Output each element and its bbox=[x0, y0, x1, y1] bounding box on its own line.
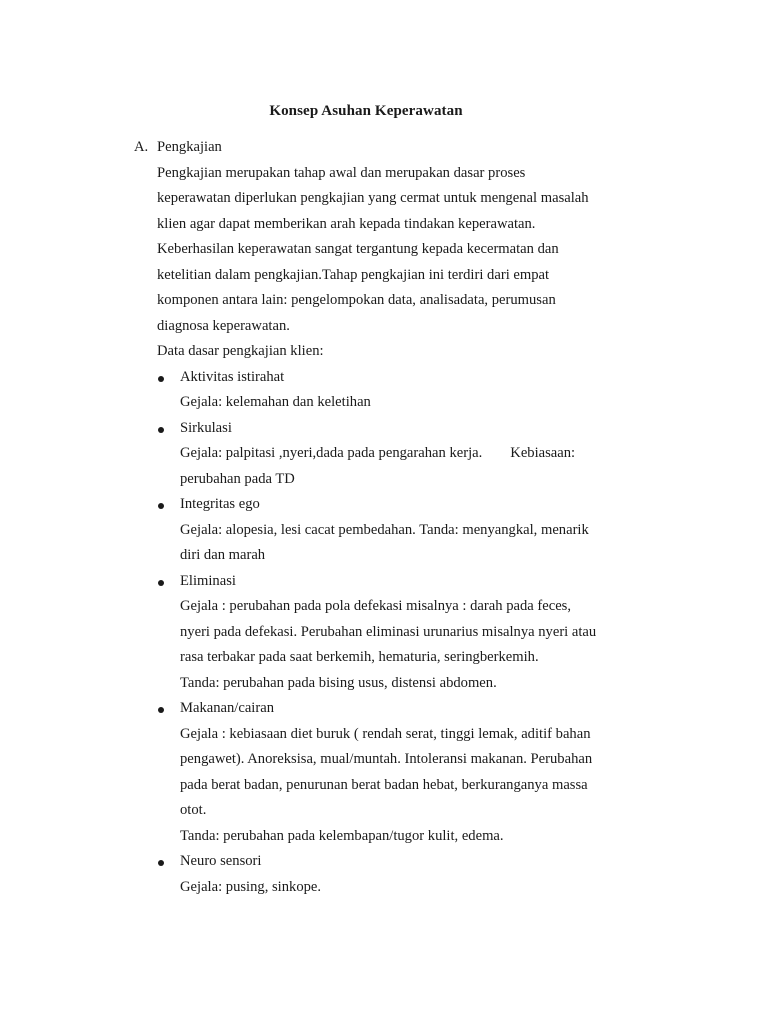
paragraph-line: ketelitian dalam pengkajian.Tahap pengkajian ini terdiri dari empat bbox=[157, 266, 550, 283]
item-line: Gejala : perubahan pada pola defekasi misalnya : darah pada feces, bbox=[180, 598, 572, 614]
data-intro: Data dasar pengkajian klien: bbox=[157, 343, 324, 359]
item-line: pada berat badan, penurunan berat badan hebat, berkuranganya massa bbox=[180, 776, 588, 793]
item-line: Gejala : kebiasaan diet buruk ( rendah serat, tinggi lemak, aditif bahan bbox=[180, 725, 591, 742]
item-label: Neuro sensori bbox=[180, 853, 262, 869]
paragraph-line: keperawatan diperlukan pengkajian yang cermat untuk mengenal masalah bbox=[157, 190, 589, 206]
item-line bbox=[180, 441, 627, 467]
paragraph-line: Pengkajian merupakan tahap awal dan merupakan dasar proses bbox=[157, 164, 526, 181]
item-label: Integritas ego bbox=[180, 496, 260, 512]
item-line: Gejala: alopesia, lesi cacat pembedahan. Tanda: menyangkal, menarik bbox=[180, 521, 589, 538]
list-item-makanan-cairan bbox=[157, 696, 627, 849]
list-item-sirkulasi bbox=[157, 416, 627, 493]
paragraph-line: klien agar dapat memberikan arah kepada tindakan keperawatan. bbox=[157, 215, 536, 232]
item-label: Aktivitas istirahat bbox=[180, 368, 285, 385]
item-line: perubahan pada TD bbox=[180, 470, 295, 487]
list-item-integritas-ego bbox=[157, 492, 627, 569]
list-item-eliminasi bbox=[157, 569, 627, 697]
section-letter: A. bbox=[134, 139, 149, 155]
document-title: Konsep Asuhan Keperawatan bbox=[269, 103, 463, 119]
paragraph-line: diagnosa keperawatan. bbox=[157, 317, 290, 334]
item-label: Sirkulasi bbox=[180, 419, 232, 436]
section-heading bbox=[134, 135, 634, 161]
paragraph-line: Keberhasilan keperawatan sangat tergantung kepada kecermatan dan bbox=[157, 241, 559, 257]
bullet-icon bbox=[158, 860, 164, 866]
bullet-icon bbox=[158, 376, 164, 382]
item-line-part: Gejala: palpitasi ,nyeri,dada pada pengarahan kerja. bbox=[180, 445, 483, 461]
item-line: Gejala: pusing, sinkope. bbox=[180, 878, 322, 895]
bullet-list bbox=[157, 365, 627, 901]
paragraph-line: komponen antara lain: pengelompokan data, analisadata, perumusan bbox=[157, 292, 556, 308]
list-item-aktivitas bbox=[157, 365, 627, 416]
bullet-icon bbox=[158, 427, 164, 433]
item-label: Eliminasi bbox=[180, 572, 236, 589]
item-line: nyeri pada defekasi. Perubahan eliminasi urunarius misalnya nyeri atau bbox=[180, 623, 597, 640]
item-line-part: Kebiasaan: bbox=[510, 445, 576, 461]
section-body bbox=[157, 161, 627, 901]
item-line: rasa terbakar pada saat berkemih, hematuria, seringberkemih. bbox=[180, 649, 539, 665]
section-pengkajian bbox=[134, 135, 634, 900]
section-title: Pengkajian bbox=[157, 139, 222, 155]
paragraph bbox=[157, 161, 627, 340]
bullet-icon bbox=[158, 503, 164, 509]
item-line: Tanda: perubahan pada kelembapan/tugor kulit, edema. bbox=[180, 827, 504, 844]
item-line: Gejala: kelemahan dan keletihan bbox=[180, 394, 371, 410]
item-line: diri dan marah bbox=[180, 547, 266, 563]
item-line: Tanda: perubahan pada bising usus, distensi abdomen. bbox=[180, 674, 497, 691]
list-item-neuro-sensori bbox=[157, 849, 627, 900]
bullet-icon bbox=[158, 580, 164, 586]
item-label: Makanan/cairan bbox=[180, 700, 274, 716]
item-line: pengawet). Anoreksisa, mual/muntah. Intoleransi makanan. Perubahan bbox=[180, 751, 593, 767]
bullet-icon bbox=[158, 707, 164, 713]
item-line: otot. bbox=[180, 802, 207, 818]
